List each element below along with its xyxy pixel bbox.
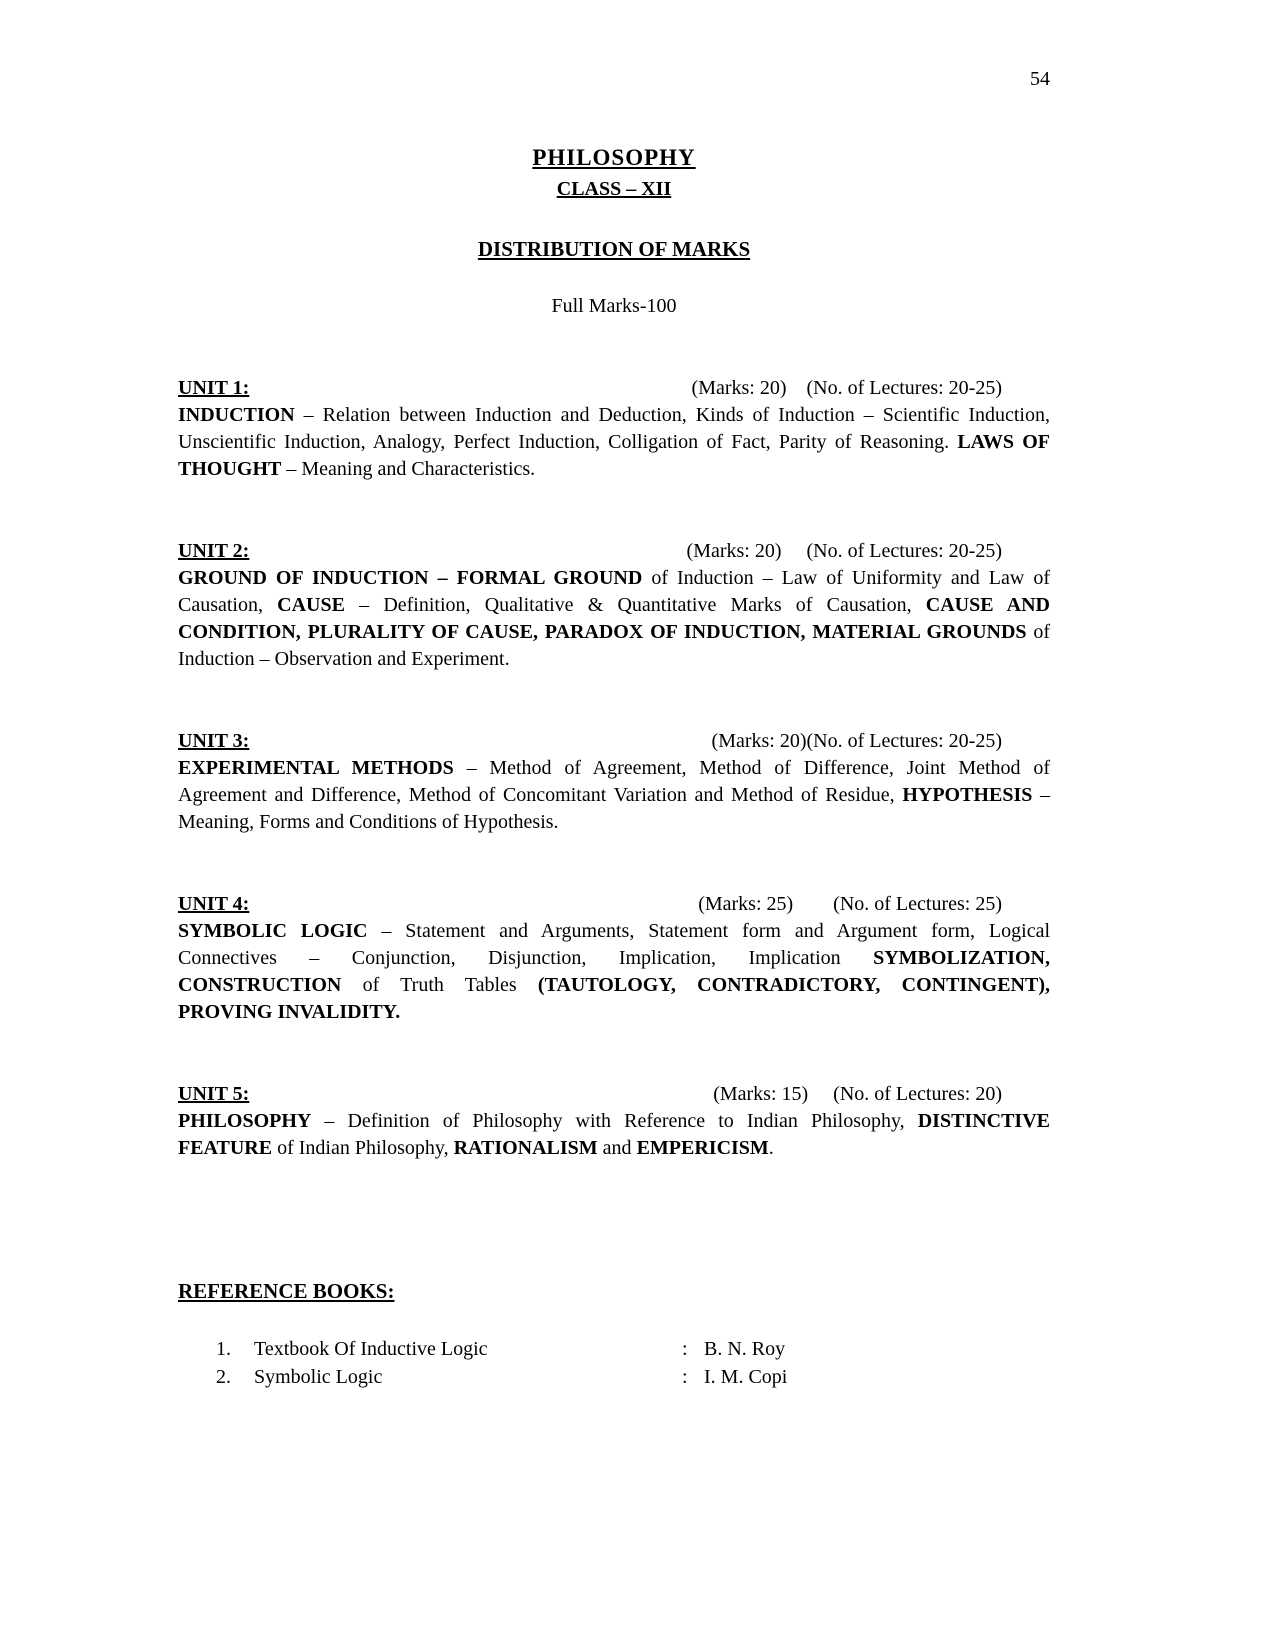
page-number: 54 — [1030, 68, 1050, 90]
full-marks-line: Full Marks-100 — [551, 295, 677, 317]
unit-section-1 — [178, 375, 1050, 483]
section-heading: DISTRIBUTION OF MARKS — [477, 237, 751, 261]
unit-heading — [178, 1081, 1050, 1108]
reference-author: I. M. Copi — [704, 1366, 788, 1388]
unit-marks-lectures: (Marks: 15) (No. of Lectures: 20) — [713, 1083, 1002, 1105]
unit-body-text: EXPERIMENTAL METHODS – Method of Agreement, Method of Difference, Joint Method of Agreement and Difference, Method of Concomitant Variation and Method of Residue, HYPOTHESIS – Meaning, Forms and Conditions of Hypothesis. — [178, 757, 1051, 833]
reference-book-row — [178, 1363, 1050, 1391]
unit-body-text: GROUND OF INDUCTION – FORMAL GROUND of Induction – Law of Uniformity and Law of Causation, CAUSE – Definition, Qualitative & Quantitative Marks of Causation, CAUSE AND CONDITION, PLURALITY OF CAUSE, PARADOX OF INDUCTION, MATERIAL GROUNDS of Induction – Observation and Experiment. — [178, 567, 1051, 670]
unit-marks-lectures: (Marks: 20)(No. of Lectures: 20-25) — [711, 730, 1002, 752]
reference-title: Symbolic Logic — [254, 1366, 383, 1388]
unit-section-5 — [178, 1081, 1050, 1162]
reference-books-list — [178, 1335, 1050, 1391]
unit-body-text: PHILOSOPHY – Definition of Philosophy with Reference to Indian Philosophy, DISTINCTIVE FEATURE of Indian Philosophy, RATIONALISM and EMPERICISM. — [178, 1110, 1050, 1159]
unit-label: UNIT 2: — [178, 540, 250, 562]
unit-label: UNIT 1: — [178, 377, 250, 399]
unit-label: UNIT 5: — [178, 1083, 250, 1105]
reference-books-heading: REFERENCE BOOKS: — [178, 1279, 395, 1303]
document-title: PHILOSOPHY — [532, 145, 696, 170]
unit-label: UNIT 4: — [178, 893, 250, 915]
unit-marks-lectures: (Marks: 20) (No. of Lectures: 20-25) — [686, 540, 1002, 562]
unit-label: UNIT 3: — [178, 730, 250, 752]
unit-heading — [178, 728, 1050, 755]
unit-heading — [178, 375, 1050, 402]
reference-colon: : — [682, 1338, 688, 1360]
reference-book-row — [178, 1335, 1050, 1363]
reference-number: 2. — [216, 1366, 231, 1388]
unit-section-2 — [178, 538, 1050, 673]
reference-number: 1. — [216, 1338, 231, 1360]
unit-marks-lectures: (Marks: 20) (No. of Lectures: 20-25) — [691, 377, 1002, 399]
unit-heading — [178, 891, 1050, 918]
unit-section-3 — [178, 728, 1050, 836]
unit-heading — [178, 538, 1050, 565]
units-container — [178, 375, 1050, 1162]
unit-section-4 — [178, 891, 1050, 1026]
reference-title: Textbook Of Inductive Logic — [254, 1338, 488, 1360]
unit-body-text: SYMBOLIC LOGIC – Statement and Arguments, Statement form and Argument form, Logical Connectives – Conjunction, Disjunction, Implication, Implication SYMBOLIZATION, CONSTRUCTION of Truth Tables (TAUTOLOGY, CONTRADICTORY, CONTINGENT), PROVING INVALIDITY. — [178, 920, 1050, 1023]
reference-colon: : — [682, 1366, 688, 1388]
unit-body-text: INDUCTION – Relation between Induction and Deduction, Kinds of Induction – Scientific Induction, Unscientific Induction, Analogy, Perfect Induction, Colligation of Fact, Parity of Reasoning. LAWS OF THOUGHT – Meaning and Characteristics. — [178, 404, 1050, 480]
unit-marks-lectures: (Marks: 25) (No. of Lectures: 25) — [698, 893, 1002, 915]
reference-author: B. N. Roy — [704, 1338, 786, 1360]
document-subtitle: CLASS – XII — [556, 178, 672, 200]
